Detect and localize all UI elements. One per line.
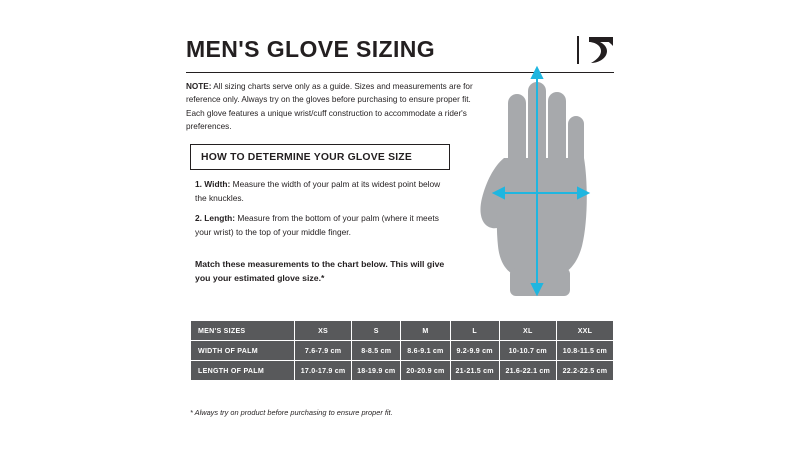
cell-width-xs: 7.6-7.9 cm <box>295 341 352 361</box>
table-row <box>191 341 614 361</box>
table-col-3: M <box>401 321 450 341</box>
step-length <box>195 212 445 239</box>
sizing-table <box>190 320 614 381</box>
page-title: MEN'S GLOVE SIZING <box>186 36 436 62</box>
note-text: All sizing charts serve only as a guide. Sizes and measurements are for reference only. Always try on the gloves before purchasing to ensure proper fit. Each glove features a unique wrist/cuff construction to accommodate a rider's preferences. <box>186 82 473 132</box>
cell-length-xxl: 22.2-22.5 cm <box>556 361 613 381</box>
step-length-number: 2. Length: <box>195 213 236 223</box>
cell-length-xs: 17.0-17.9 cm <box>295 361 352 381</box>
cell-width-xl: 10-10.7 cm <box>499 341 556 361</box>
logo-divider <box>577 36 579 64</box>
table-col-2: S <box>352 321 401 341</box>
footnote: * Always try on product before purchasing to ensure proper fit. <box>190 408 393 417</box>
note-paragraph <box>186 80 474 134</box>
brand-logo <box>577 35 614 65</box>
step-width <box>195 178 445 205</box>
howto-heading: HOW TO DETERMINE YOUR GLOVE SIZE <box>201 152 412 163</box>
cell-length-xl: 21.6-22.1 cm <box>499 361 556 381</box>
cell-length-s: 18-19.9 cm <box>352 361 401 381</box>
cell-length-m: 20-20.9 cm <box>401 361 450 381</box>
howto-heading-box <box>190 144 450 170</box>
table-col-4: L <box>450 321 499 341</box>
table-col-1: XS <box>295 321 352 341</box>
row-label-width: WIDTH OF PALM <box>191 341 295 361</box>
match-instruction: Match these measurements to the chart below. This will give you your estimated glove size.* <box>195 259 445 283</box>
hand-outline-illustration <box>460 62 620 310</box>
thor-wing-logo-icon <box>588 36 614 64</box>
step-width-text: Measure the width of your palm at its widest point below the knuckles. <box>195 179 441 203</box>
table-col-6: XXL <box>556 321 613 341</box>
cell-width-m: 8.6-9.1 cm <box>401 341 450 361</box>
step-width-number: 1. Width: <box>195 179 231 189</box>
cell-width-s: 8-8.5 cm <box>352 341 401 361</box>
table-col-0: MEN'S SIZES <box>191 321 295 341</box>
sizing-chart-sheet <box>168 0 632 453</box>
table-header-row <box>191 321 614 341</box>
step-length-text: Measure from the bottom of your palm (where it meets your wrist) to the top of your middle finger. <box>195 213 439 237</box>
cell-width-xxl: 10.8-11.5 cm <box>556 341 613 361</box>
cell-length-l: 21-21.5 cm <box>450 361 499 381</box>
note-label: NOTE: <box>186 82 212 91</box>
table-col-5: XL <box>499 321 556 341</box>
table-row <box>191 361 614 381</box>
hand-illustration-area <box>460 62 620 310</box>
row-label-length: LENGTH OF PALM <box>191 361 295 381</box>
cell-width-l: 9.2-9.9 cm <box>450 341 499 361</box>
